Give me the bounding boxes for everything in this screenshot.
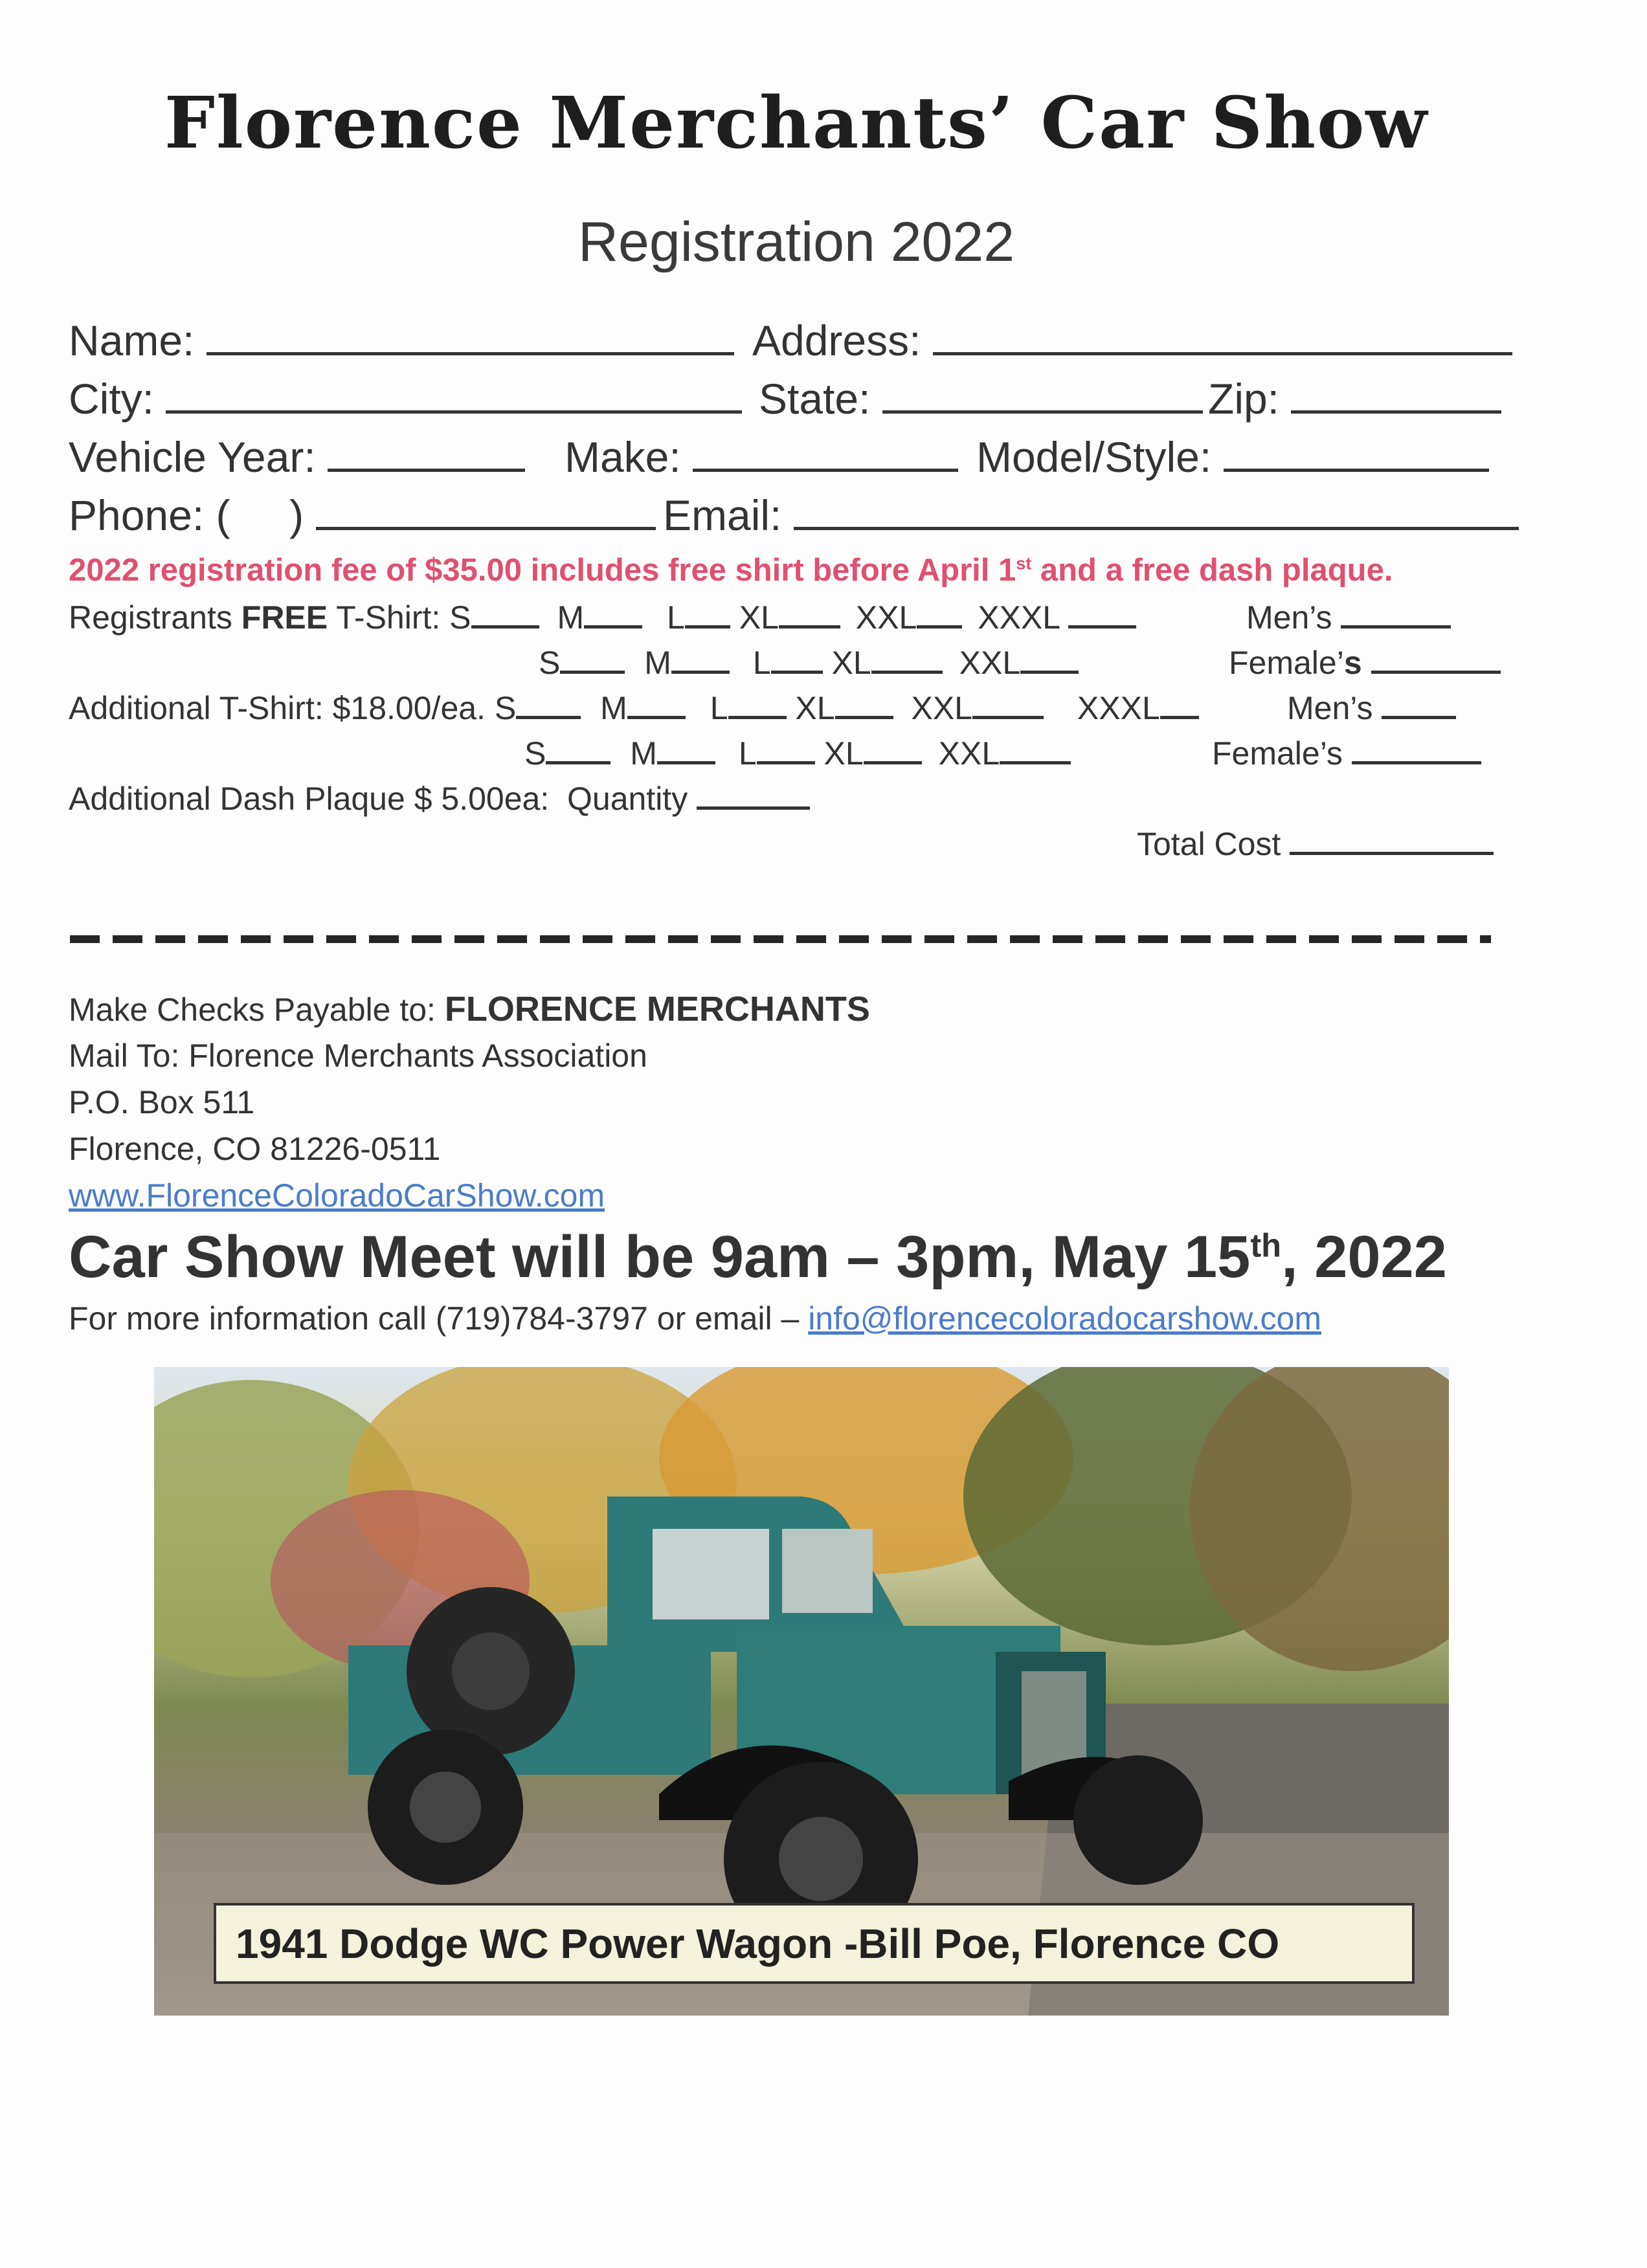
free-shirt-row-female — [539, 644, 1079, 682]
name-label: Name: — [69, 317, 195, 364]
po-box: P.O. Box 511 — [69, 1084, 255, 1120]
event-banner — [69, 1223, 1447, 1291]
female-label: Female’s — [1212, 735, 1343, 772]
add-mens-m-field[interactable] — [627, 716, 686, 719]
free-mens-s-field[interactable] — [471, 625, 539, 628]
additional-shirt-row-mens — [69, 689, 1199, 727]
add-mens-l-field[interactable] — [728, 716, 787, 719]
cut-line-separator — [70, 935, 1491, 943]
size-xxxl-label: XXXL — [978, 599, 1060, 636]
add-mens-xxxl-field[interactable] — [1160, 716, 1199, 719]
free-female-s-field[interactable] — [560, 671, 625, 674]
free-female-xxl-field[interactable] — [1020, 671, 1079, 674]
size-l-label: L — [710, 690, 728, 726]
size-xxl-label: XXL — [855, 599, 917, 636]
info-line — [69, 1300, 1321, 1337]
plaque-label: Additional Dash Plaque $ 5.00ea: Quantity — [69, 781, 688, 817]
email-field[interactable] — [794, 527, 1519, 530]
free-mens-total-field[interactable] — [1341, 625, 1451, 628]
name-row — [69, 316, 734, 365]
size-xxxl-label: XXXL — [1077, 690, 1160, 726]
mens-label: Men’s — [1287, 690, 1373, 726]
size-l-label: L — [738, 735, 757, 772]
email-row — [663, 491, 1519, 540]
info-email-link[interactable]: info@florencecoloradocarshow.com — [808, 1300, 1322, 1337]
phone-row — [69, 491, 656, 540]
female-label-s: s — [1343, 645, 1362, 681]
size-m-label: M — [630, 735, 657, 772]
vehicle-year-field[interactable] — [328, 469, 525, 472]
add-female-xl-field[interactable] — [864, 761, 922, 764]
free-shirt-row-mens — [69, 599, 1136, 636]
free-mens-xxxl-field[interactable] — [1068, 625, 1136, 628]
zip-label: Zip: — [1208, 375, 1280, 423]
plaque-quantity-field[interactable] — [697, 806, 810, 810]
event-banner-text: Car Show Meet will be 9am – 3pm, May 15 — [69, 1224, 1251, 1290]
size-xxl-label: XXL — [911, 690, 972, 726]
add-female-m-field[interactable] — [657, 761, 715, 764]
free-shirt-label-post: T-Shirt: — [328, 599, 441, 636]
add-mens-total — [1287, 689, 1456, 727]
name-field[interactable] — [207, 352, 734, 355]
free-female-total — [1229, 644, 1501, 682]
city-field[interactable] — [166, 410, 742, 414]
free-female-l-field[interactable] — [771, 671, 823, 674]
email-label: Email: — [663, 491, 782, 539]
add-female-l-field[interactable] — [757, 761, 815, 764]
size-s-label: S — [539, 645, 561, 681]
free-mens-total — [1246, 599, 1451, 636]
page-title: Florence Merchants’ Car Show — [164, 81, 1429, 164]
add-female-total — [1212, 735, 1481, 772]
phone-label: Phone: ( ) — [69, 491, 304, 539]
city-row — [69, 374, 742, 423]
model-label: Model/Style: — [976, 433, 1212, 481]
size-s-label: S — [524, 735, 546, 772]
female-label: Female’ — [1229, 645, 1344, 681]
add-mens-s-field[interactable] — [516, 716, 581, 719]
make-field[interactable] — [693, 469, 958, 472]
mail-to: Mail To: Florence Merchants Association — [69, 1038, 647, 1074]
city-label: City: — [69, 375, 154, 423]
free-mens-xl-field[interactable] — [779, 625, 840, 628]
vehicle-year-label: Vehicle Year: — [69, 433, 316, 481]
fee-notice-text-end: and a free dash plaque. — [1031, 553, 1393, 588]
total-cost-row — [1137, 825, 1494, 863]
photo-caption-box — [214, 1903, 1415, 1984]
info-text: For more information call (719)784-3797 or email – — [69, 1300, 809, 1337]
size-xl-label: XL — [795, 690, 835, 726]
vehicle-year-row — [69, 432, 525, 482]
free-female-m-field[interactable] — [671, 671, 730, 674]
size-s-label: S — [449, 599, 471, 636]
size-xl-label: XL — [824, 735, 864, 772]
add-mens-xl-field[interactable] — [835, 716, 893, 719]
total-cost-label: Total Cost — [1137, 826, 1281, 862]
size-xl-label: XL — [831, 645, 871, 681]
phone-field[interactable] — [316, 527, 656, 530]
website-link[interactable]: www.FlorenceColoradoCarShow.com — [69, 1177, 605, 1214]
plaque-row — [69, 780, 810, 817]
free-shirt-label-pre: Registrants — [69, 599, 241, 636]
free-mens-l-field[interactable] — [685, 625, 730, 628]
zip-field[interactable] — [1291, 410, 1501, 414]
make-row — [565, 432, 958, 482]
size-l-label: L — [667, 599, 685, 636]
add-mens-xxl-field[interactable] — [972, 716, 1044, 719]
checks-payee: FLORENCE MERCHANTS — [444, 990, 870, 1028]
state-field[interactable] — [882, 410, 1203, 414]
model-row — [976, 432, 1489, 482]
page-subtitle: Registration 2022 — [577, 211, 1015, 273]
free-shirt-label-bold: FREE — [241, 599, 328, 636]
add-female-xxl-field[interactable] — [1000, 761, 1071, 764]
size-m-label: M — [644, 645, 671, 681]
free-mens-xxl-field[interactable] — [917, 625, 962, 628]
add-female-total-field[interactable] — [1352, 761, 1481, 764]
free-female-total-field[interactable] — [1371, 671, 1501, 674]
size-xl-label: XL — [739, 599, 779, 636]
address-field[interactable] — [933, 352, 1512, 355]
additional-shirt-row-female — [524, 735, 1071, 772]
add-female-s-field[interactable] — [546, 761, 611, 764]
fee-notice-text: 2022 registration fee of $35.00 includes free shirt before April 1 — [69, 553, 1016, 588]
free-mens-m-field[interactable] — [584, 625, 642, 628]
photo-caption: 1941 Dodge WC Power Wagon -Bill Poe, Florence CO — [236, 1920, 1280, 1967]
address-row — [752, 316, 1512, 365]
mens-label: Men’s — [1246, 599, 1332, 636]
size-s-label: S — [494, 690, 517, 726]
size-xxl-label: XXL — [938, 735, 1000, 772]
total-cost-field[interactable] — [1290, 852, 1494, 855]
event-banner-year: , 2022 — [1281, 1224, 1447, 1290]
size-m-label: M — [600, 690, 627, 726]
free-female-xl-field[interactable] — [871, 671, 943, 674]
fee-notice — [69, 552, 1393, 588]
address-label: Address: — [752, 317, 921, 364]
add-mens-total-field[interactable] — [1382, 716, 1456, 719]
event-banner-sup: th — [1250, 1227, 1282, 1264]
size-m-label: M — [557, 599, 585, 636]
city-zip: Florence, CO 81226-0511 — [69, 1131, 441, 1167]
additional-shirt-label: Additional T-Shirt: $18.00/ea. — [69, 690, 486, 726]
fee-notice-sup: st — [1016, 553, 1032, 573]
checks-label: Make Checks Payable to: — [69, 992, 445, 1028]
size-xxl-label: XXL — [959, 645, 1021, 681]
zip-row — [1208, 374, 1501, 423]
state-label: State: — [759, 375, 871, 423]
model-field[interactable] — [1224, 469, 1489, 472]
checks-payable — [69, 989, 870, 1029]
state-row — [759, 374, 1203, 423]
size-l-label: L — [752, 645, 771, 681]
make-label: Make: — [565, 433, 681, 481]
